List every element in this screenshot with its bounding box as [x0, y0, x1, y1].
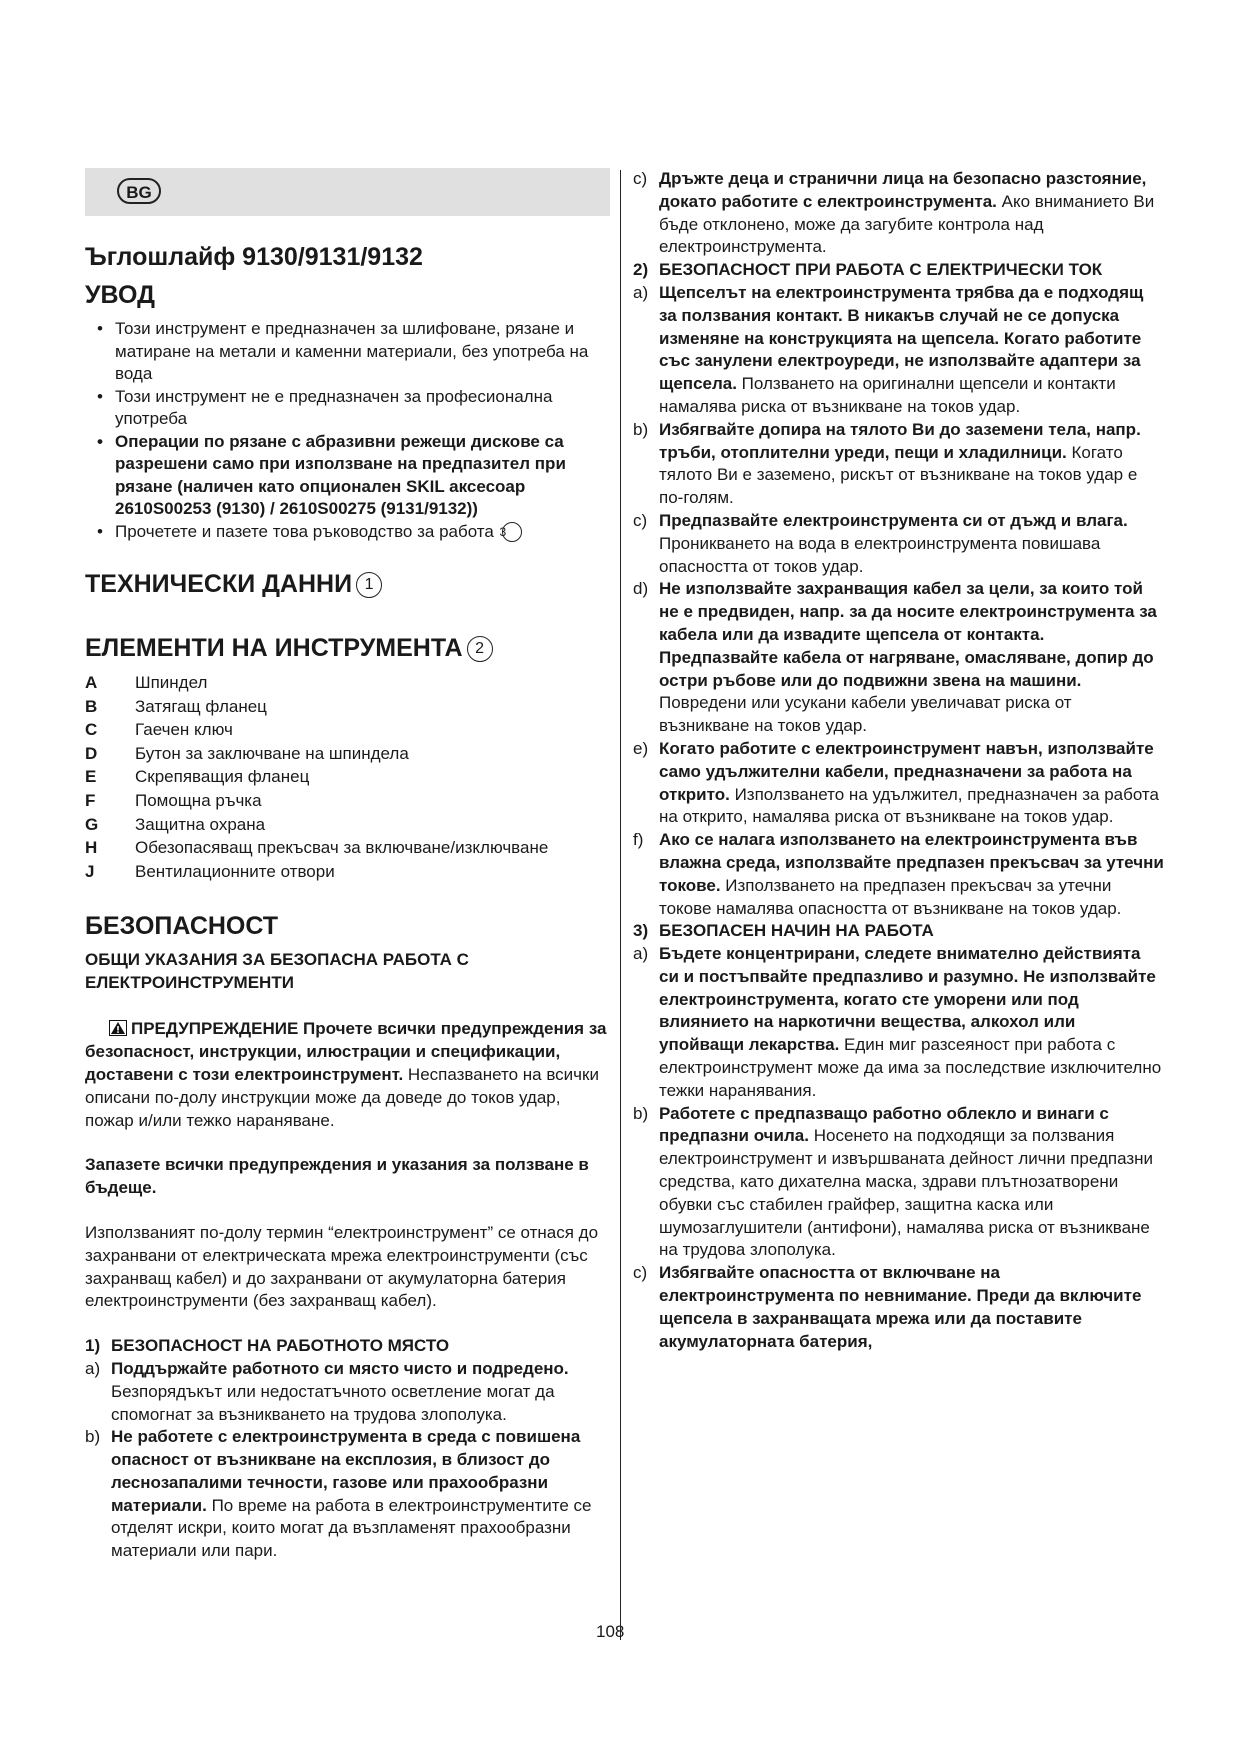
column-divider: [620, 170, 621, 1640]
item-text: Носенето на подходящи за ползвания електроинструмент и извършваната дейност лични предпазни средства, като дихателна маска, здрави плътнозатворени обувки със стабилен грайфер, защитна каска или шумозаглушители (антифони), намалява риска от възникване на трудова злополука.: [659, 1126, 1154, 1260]
item-marker: b): [633, 419, 649, 439]
list-item: [633, 943, 1165, 1103]
intro-bullet-text: Прочетете и пазете това ръководство за работа: [115, 521, 494, 541]
tech-data-heading: [85, 567, 610, 601]
list-item: [85, 1358, 610, 1426]
figure-ref: 1: [356, 572, 382, 598]
section-heading: [633, 259, 1165, 282]
list-item: [633, 282, 1165, 419]
list-item: [85, 1426, 610, 1563]
part-key: C: [85, 720, 98, 740]
item-text: Повредени или усукани кабели увеличават риска от възникване на токов удар.: [659, 693, 1072, 736]
list-item: [633, 738, 1165, 829]
list-item: [633, 578, 1165, 738]
item-marker: c): [633, 1263, 648, 1283]
part-key: H: [85, 838, 98, 858]
section-title: БЕЗОПАСЕН НАЧИН НА РАБОТА: [659, 921, 934, 941]
item-marker: a): [633, 944, 649, 964]
item-marker: f): [633, 830, 644, 850]
item-bold: Поддържайте работното си място чисто и подредено.: [111, 1358, 569, 1378]
item-text: Безпорядъкът или недостатъчното осветление могат да спомогнат за възникването на трудова злополука.: [111, 1381, 555, 1424]
list-item: [85, 836, 610, 860]
item-text: Ползването на оригинални щепсели и контакти намалява риска от възникване на токов удар.: [659, 374, 1116, 416]
item-text: Ако вниманието Ви бъде отклонено, може да загубите контрола над електроинструмента.: [659, 191, 1155, 257]
part-key: E: [85, 767, 97, 787]
keep-instructions: Запазете всички предупреждения и указания за ползване в бъдеще.: [85, 1155, 589, 1198]
part-label: Защитна охрана: [135, 814, 266, 834]
item-text: Използването на предпазен прекъсвач за утечни токове намалява опасността от възникване на токов удар.: [659, 875, 1122, 918]
item-marker: c): [633, 169, 648, 188]
intro-bullet: • Този инструмент не е предназначен за професионална употреба: [85, 386, 610, 431]
warning-icon: [109, 1020, 127, 1036]
item-bold: Предпазвайте електроинструмента си от дъжд и влага.: [659, 510, 1128, 530]
list-item: [85, 742, 610, 766]
item-marker: d): [633, 579, 649, 599]
safety-subheading: ОБЩИ УКАЗАНИЯ ЗА БЕЗОПАСНА РАБОТА С ЕЛЕКТРОИНСТРУМЕНТИ: [85, 950, 469, 992]
item-marker: a): [633, 282, 649, 302]
safety-heading: БЕЗОПАСНОСТ: [85, 912, 279, 941]
part-key: B: [85, 696, 98, 716]
item-marker: b): [633, 1103, 649, 1123]
section-heading: [633, 920, 1165, 943]
list-item: [633, 829, 1165, 920]
item-marker: a): [85, 1358, 101, 1378]
item-bold: Когато работите с електроинструмент навън, използвайте само удължителни кабели, предназначени за работа на открито.: [659, 738, 1154, 804]
part-key: A: [85, 673, 98, 692]
warning-paragraph: [85, 1018, 610, 1132]
list-item: [85, 789, 610, 813]
intro-bullet: • Този инструмент е предназначен за шлифоване, рязане и матиране на метали и каменни материали, без употреба на вода: [85, 318, 610, 386]
item-bold: Избягвайте опасността от включване на електроинструмента по невнимание. Преди да включите щепсела в захранващата мрежа или да поставите акумулаторната батерия,: [659, 1263, 1142, 1351]
part-label: Бутон за заключване на шпиндела: [135, 743, 409, 763]
list-item: [85, 671, 610, 695]
item-text: Проникването на вода в електроинструмента повишава опасността от токов удар.: [659, 533, 1101, 576]
item-text: По време на работа в електроинструментите се отделят искри, които могат да възпламенят прахообразни материали или пари.: [111, 1495, 592, 1561]
item-bold: Работете с предпазващо работно облекло и винаги с предпазни очила.: [659, 1103, 1109, 1146]
item-bold: Ако се налага използването на електроинструмента във влажна среда, използвайте предпазен прекъсвач за утечни токове.: [659, 830, 1164, 895]
part-key: F: [85, 790, 96, 810]
left-column: [85, 168, 610, 1563]
part-label: Помощна ръчка: [135, 790, 262, 810]
section-number: 3): [633, 921, 649, 941]
part-label: Затягащ фланец: [135, 696, 267, 716]
page-number: 108: [596, 1622, 625, 1641]
section-heading: [85, 1335, 610, 1358]
list-item: [85, 718, 610, 742]
item-bold: Не използвайте захранващия кабел за цели, за които той не е предвиден, напр. за да носите електроинструмента за кабела или да извадите щепсела от контакта. Предпазвайте кабела от нагряване, омасляване, допир до остри ръбове или до подвижни звена на машини.: [659, 579, 1157, 690]
part-label: Гаечен ключ: [135, 720, 233, 740]
right-column: [633, 168, 1165, 1353]
intro-heading: УВОД: [85, 281, 155, 309]
item-marker: c): [633, 510, 648, 530]
item-text: Един миг разсеяност при работа с електроинструмент може да има за последствие изключително тежки наранявания.: [659, 1035, 1162, 1100]
part-key: G: [85, 814, 99, 834]
part-label: Обезопасяващ прекъсвач за включване/изключване: [135, 838, 549, 858]
list-item: [85, 860, 610, 884]
list-item: [85, 765, 610, 789]
section-title: БЕЗОПАСНОСТ НА РАБОТНОТО МЯСТО: [111, 1336, 450, 1356]
intro-bullet: • Операции по рязане с абразивни режещи дискове са разрешени само при използване на предпазител при рязане (наличен като опционален SKIL аксесоар 2610S00253 (9130) / 2610S00275 (9131/9132)): [85, 431, 610, 521]
term-definition: Използваният по-долу термин “електроинструмент” се отнася до захранвани от електрическата мрежа електроинструменти (със захранващ кабел) и до захранвани от акумулаторна батерия електроинструменти (без захранващ кабел).: [85, 1222, 599, 1311]
language-bar: [85, 168, 610, 216]
intro-bullet: [85, 521, 610, 544]
part-label: Шпиндел: [135, 673, 208, 692]
item-bold: Избягвайте допира на тялото Ви до заземени тела, напр. тръби, отоплителни уреди, пещи и хладилници.: [659, 419, 1141, 462]
item-marker: e): [633, 738, 649, 758]
elements-heading-text: ЕЛЕМЕНТИ НА ИНСТРУМЕНТА: [85, 634, 463, 662]
list-item: [633, 168, 1165, 259]
part-key: D: [85, 743, 98, 763]
section-number: 1): [85, 1336, 101, 1356]
tech-data-heading-text: ТЕХНИЧЕСКИ ДАННИ: [85, 570, 353, 598]
list-item: [633, 1103, 1165, 1263]
page-title: Ъглошлайф 9130/9131/9132: [85, 243, 423, 271]
figure-ref: 2: [467, 636, 493, 662]
part-key: J: [85, 861, 95, 881]
language-badge: BG: [117, 178, 161, 204]
item-bold: Щепселът на електроинструмента трябва да е подходящ за ползвания контакт. В никакъв случай не се допуска изменяне на конструкцията на щепсела. Когато работите със занулени електроуреди, не използвайте адаптери за щепсела.: [659, 282, 1144, 394]
parts-list: [85, 671, 610, 883]
figure-ref: 3: [502, 522, 522, 542]
item-text: Използването на удължител, предназначен за работа на открито, намалява риска от възникване на токов удар.: [659, 784, 1159, 827]
list-item: [85, 813, 610, 837]
warning-text: Неспазването на всички описани по-долу инструкции може да доведе до токов удар, пожар и/или тежко нараняване.: [85, 1064, 599, 1130]
section-title: БЕЗОПАСНОСТ ПРИ РАБОТА С ЕЛЕКТРИЧЕСКИ ТОК: [659, 260, 1103, 280]
item-bold: Дръжте деца и странични лица на безопасно разстояние, докато работите с електроинструмента.: [659, 169, 1147, 211]
elements-heading: [85, 631, 610, 665]
list-item: [633, 419, 1165, 510]
list-item: [633, 510, 1165, 578]
item-bold: Бъдете концентрирани, следете внимателно действията си и постъпвайте предпазливо и разумно. Не използвайте електроинструмента, когато сте уморени или под влиянието на наркотични вещества, алкохол или упойващи лекарства.: [659, 944, 1156, 1055]
section-number: 2): [633, 260, 649, 280]
part-label: Скрепяващия фланец: [135, 767, 310, 787]
list-item: [85, 695, 610, 719]
list-item: [633, 1262, 1165, 1353]
item-bold: Не работете с електроинструмента в среда с повишена опасност от възникване на експлозия, в близост до леснозапалими течности, газове или прахообразни материали.: [111, 1427, 581, 1515]
item-text: Когато тялото Ви е заземено, рискът от възникване на токов удар е по-голям.: [659, 442, 1138, 508]
item-marker: b): [85, 1427, 101, 1447]
warning-bold: ПРЕДУПРЕЖДЕНИЕ Прочете всички предупреждения за безопасност, инструкции, илюстрации и спецификации, доставени с този електроинструмент.: [85, 1019, 607, 1084]
part-label: Вентилационните отвори: [135, 861, 335, 881]
